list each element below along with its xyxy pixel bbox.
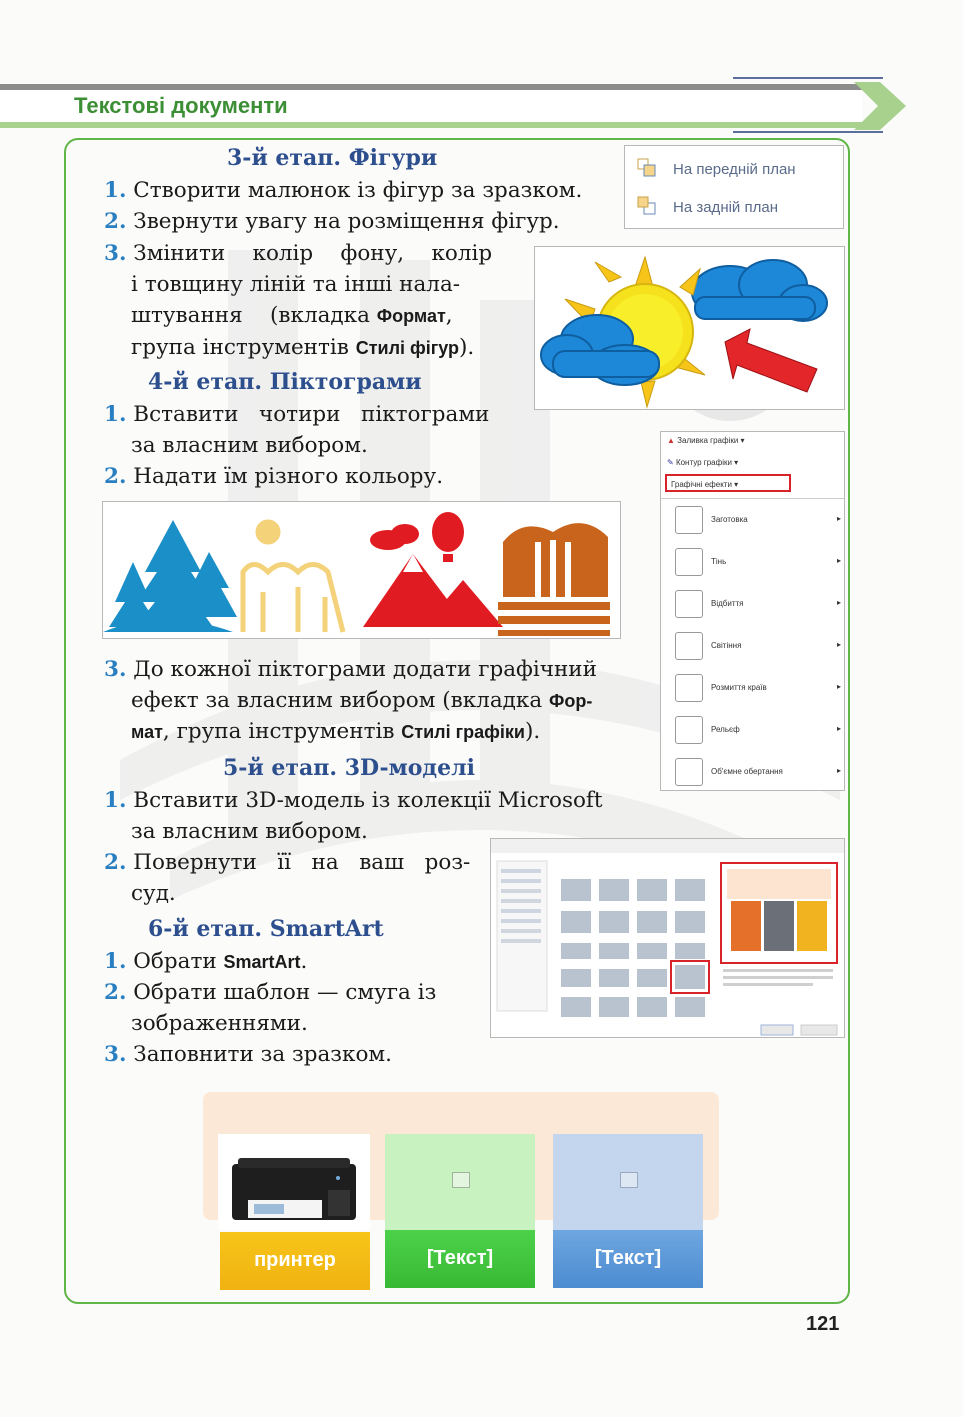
smartart-label-text[interactable]: [Текст] — [553, 1230, 703, 1288]
list-item-continuation: група інструментів Стилі фігур). — [131, 335, 475, 360]
list-item: 2. Надати їм різного кольору. — [104, 464, 444, 489]
graphics-effects-menu — [660, 431, 845, 791]
list-item-continuation: ефект за власним вибором (вкладка Фор- — [131, 688, 593, 713]
effect-item[interactable]: Світіння ▸ — [671, 632, 841, 662]
effect-item[interactable]: Об'ємне обертання ▸ — [671, 758, 841, 788]
pictograms-image — [102, 501, 621, 639]
image-placeholder-icon — [452, 1172, 470, 1188]
list-item-continuation: зображеннями. — [131, 1011, 308, 1036]
list-item: 3. Заповнити за зразком. — [104, 1042, 392, 1067]
stage6-heading: 6-й етап. SmartArt — [148, 916, 384, 942]
graphic-effects-button[interactable]: Графічні ефекти ▾ — [665, 474, 791, 492]
smartart-dialog-image — [490, 838, 845, 1038]
effect-item[interactable]: Рельєф ▸ — [671, 716, 841, 746]
list-item-continuation: мат, група інструментів Стилі графіки). — [131, 719, 541, 744]
mountains-balloon-icon — [363, 512, 503, 627]
section-title: Текстові документи — [74, 93, 288, 118]
picture-placeholder[interactable] — [385, 1134, 535, 1230]
bring-to-front-item[interactable]: На передній план — [673, 161, 796, 178]
stage3-heading: 3-й етап. Фігури — [227, 145, 438, 171]
list-item-continuation: за власним вибором. — [131, 819, 368, 844]
sun-rocks-icon — [243, 522, 343, 632]
smartart-label-printer[interactable]: принтер — [220, 1232, 370, 1290]
effect-item[interactable]: Тінь ▸ — [671, 548, 841, 578]
trees-icon — [103, 520, 237, 632]
send-to-back-item[interactable]: На задній план — [673, 199, 778, 216]
stage4-heading: 4-й етап. Піктограми — [148, 369, 422, 395]
printer-picture — [218, 1134, 370, 1230]
stage5-heading: 5-й етап. 3D-моделі — [223, 755, 475, 781]
fill-graphics-item[interactable]: ▲ Заливка графіки ▾ — [667, 436, 745, 445]
effect-item[interactable]: Заготовка ▸ — [671, 506, 841, 536]
list-item: 2. Обрати шаблон — смуга із — [104, 980, 437, 1005]
list-item-continuation: суд. — [131, 881, 176, 906]
list-item: 1. Створити малюнок із фігур за зразком. — [104, 178, 583, 203]
list-item: 1. Вставити 3D-модель із колекції Microsoft — [104, 788, 603, 813]
picture-placeholder[interactable] — [553, 1134, 703, 1230]
effect-item[interactable]: Відбиття ▸ — [671, 590, 841, 620]
page-number: 121 — [806, 1313, 840, 1335]
list-item-continuation: штування (вкладка Формат, — [131, 303, 453, 328]
shapes-example-image — [534, 246, 845, 410]
list-item-continuation: і товщину ліній та інші нала- — [131, 272, 461, 297]
bring-to-front-icon — [637, 158, 657, 182]
effect-item[interactable]: Розмиття країв ▸ — [671, 674, 841, 704]
divider — [661, 498, 845, 499]
printer-icon — [218, 1134, 370, 1230]
list-item: 2. Повернути її на ваш роз- — [104, 850, 471, 875]
list-item: 1. Обрати SmartArt. — [104, 949, 308, 974]
arrange-menu — [624, 145, 844, 229]
image-placeholder-icon — [620, 1172, 638, 1188]
list-item: 1. Вставити чотири піктограми — [104, 402, 490, 427]
list-item-continuation: за власним вибором. — [131, 433, 368, 458]
list-item: 2. Звернути увагу на розміщення фігур. — [104, 209, 560, 234]
outline-graphics-item[interactable]: ✎ Контур графіки ▾ — [667, 458, 739, 467]
smartart-label-text[interactable]: [Текст] — [385, 1230, 535, 1288]
list-item: 3. До кожної піктограми додати графічний — [104, 657, 597, 682]
send-to-back-icon — [637, 196, 657, 220]
list-item: 3. Змінити колір фону, колір — [104, 241, 493, 266]
